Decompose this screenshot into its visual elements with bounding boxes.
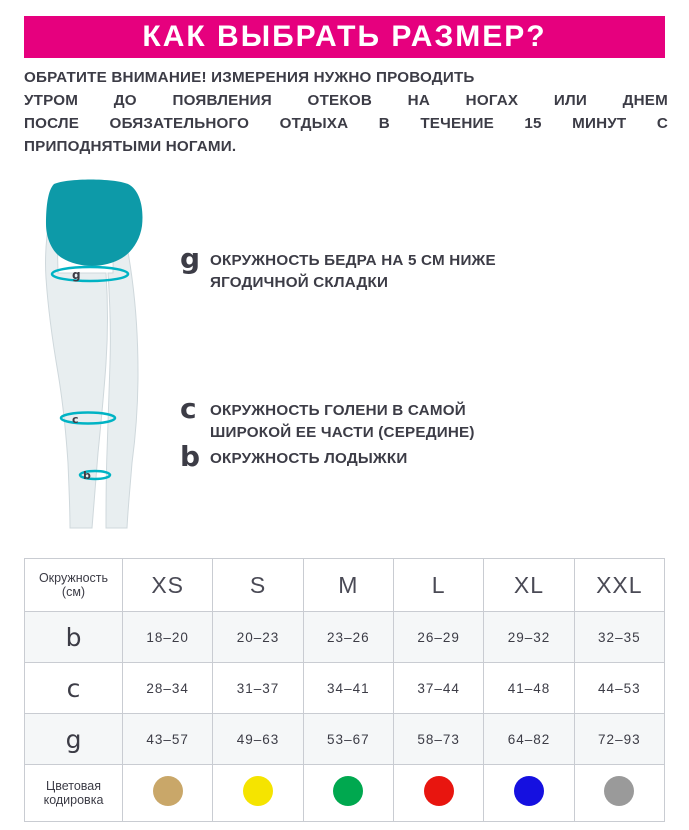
size-table: [24, 558, 665, 822]
cell-g-xl: 64–82: [484, 714, 574, 765]
cell-g-m: 53–67: [303, 714, 393, 765]
legend-text-c-line2: ШИРОКОЙ ЕЕ ЧАСТИ (СЕРЕДИНЕ): [210, 424, 475, 441]
row-letter-c: c: [25, 663, 123, 714]
cell-b-xs: 18–20: [123, 612, 213, 663]
table-row: [25, 612, 665, 663]
legend-text-c-line1: ОКРУЖНОСТЬ ГОЛЕНИ В САМОЙ: [210, 402, 466, 419]
note-line-4: ПРИПОДНЯТЫМИ НОГАМИ.: [24, 138, 237, 155]
page-title-bar: [24, 16, 665, 58]
cell-b-xxl: 32–35: [574, 612, 664, 663]
table-header-size-m: M: [303, 559, 393, 612]
size-table-wrapper: [24, 558, 665, 822]
legend-text-b: [210, 446, 407, 470]
attention-note: [24, 66, 668, 158]
table-row: [25, 714, 665, 765]
color-coding-row: [25, 765, 665, 822]
cell-g-xxl: 72–93: [574, 714, 664, 765]
table-header-size-xs: XS: [123, 559, 213, 612]
legend-letter-g: g: [180, 242, 201, 275]
legend-letter-c: c: [180, 392, 197, 425]
cell-b-s: 20–23: [213, 612, 303, 663]
color-coding-line2: кодировка: [43, 793, 104, 807]
cell-b-xl: 29–32: [484, 612, 574, 663]
table-header-row: [25, 559, 665, 612]
row-letter-b: b: [25, 612, 123, 663]
legend-item-c: [180, 392, 475, 444]
color-cell-xs: [123, 765, 213, 822]
legend-text-g: [210, 248, 496, 294]
legend-item-g: [180, 242, 496, 294]
row-letter-g: g: [25, 714, 123, 765]
legend-text-b-line1: ОКРУЖНОСТЬ ЛОДЫЖКИ: [210, 450, 408, 467]
legend-text-c: [210, 398, 475, 444]
color-cell-m: [303, 765, 393, 822]
cell-g-l: 58–73: [393, 714, 483, 765]
color-cell-l: [393, 765, 483, 822]
note-line-3: ПОСЛЕ ОБЯЗАТЕЛЬНОГО ОТДЫХА В ТЕЧЕНИЕ 15 МИНУТ С: [24, 115, 668, 132]
table-header-size-l: L: [393, 559, 483, 612]
cell-b-l: 26–29: [393, 612, 483, 663]
color-coding-label: [25, 765, 123, 822]
table-header-size-xl: XL: [484, 559, 574, 612]
cell-c-xxl: 44–53: [574, 663, 664, 714]
cell-c-s: 31–37: [213, 663, 303, 714]
legend-letter-b: b: [180, 440, 201, 473]
legend-item-b: [180, 440, 408, 473]
table-header-size-s: S: [213, 559, 303, 612]
color-cell-s: [213, 765, 303, 822]
svg-text:b: b: [83, 469, 91, 482]
legend-text-g-line2: ЯГОДИЧНОЙ СКЛАДКИ: [210, 274, 389, 291]
table-corner-cell: [25, 559, 123, 612]
note-line-1: ОБРАТИТЕ ВНИМАНИЕ! ИЗМЕРЕНИЯ НУЖНО ПРОВОДИТЬ: [24, 69, 475, 86]
svg-text:g: g: [72, 268, 81, 282]
color-cell-xl: [484, 765, 574, 822]
table-corner-line1: Окружность: [38, 571, 109, 585]
cell-c-m: 34–41: [303, 663, 393, 714]
legs-illustration: [18, 178, 198, 548]
color-dot-s: [243, 776, 273, 806]
color-dot-xxl: [604, 776, 634, 806]
cell-c-xs: 28–34: [123, 663, 213, 714]
cell-g-s: 49–63: [213, 714, 303, 765]
table-header-size-xxl: XXL: [574, 559, 664, 612]
cell-b-m: 23–26: [303, 612, 393, 663]
table-corner-line2: (см): [61, 585, 86, 599]
legend-text-g-line1: ОКРУЖНОСТЬ БЕДРА НА 5 СМ НИЖЕ: [210, 252, 496, 269]
color-coding-line1: Цветовая: [45, 779, 102, 793]
color-cell-xxl: [574, 765, 664, 822]
color-dot-l: [424, 776, 454, 806]
page-title: КАК ВЫБРАТЬ РАЗМЕР?: [142, 20, 547, 53]
note-line-2: УТРОМ ДО ПОЯВЛЕНИЯ ОТЕКОВ НА НОГАХ ИЛИ ДНЕМ: [24, 92, 668, 109]
cell-c-l: 37–44: [393, 663, 483, 714]
color-dot-xl: [514, 776, 544, 806]
svg-text:c: c: [72, 413, 79, 426]
cell-g-xs: 43–57: [123, 714, 213, 765]
cell-c-xl: 41–48: [484, 663, 574, 714]
table-row: [25, 663, 665, 714]
color-dot-xs: [153, 776, 183, 806]
color-dot-m: [333, 776, 363, 806]
